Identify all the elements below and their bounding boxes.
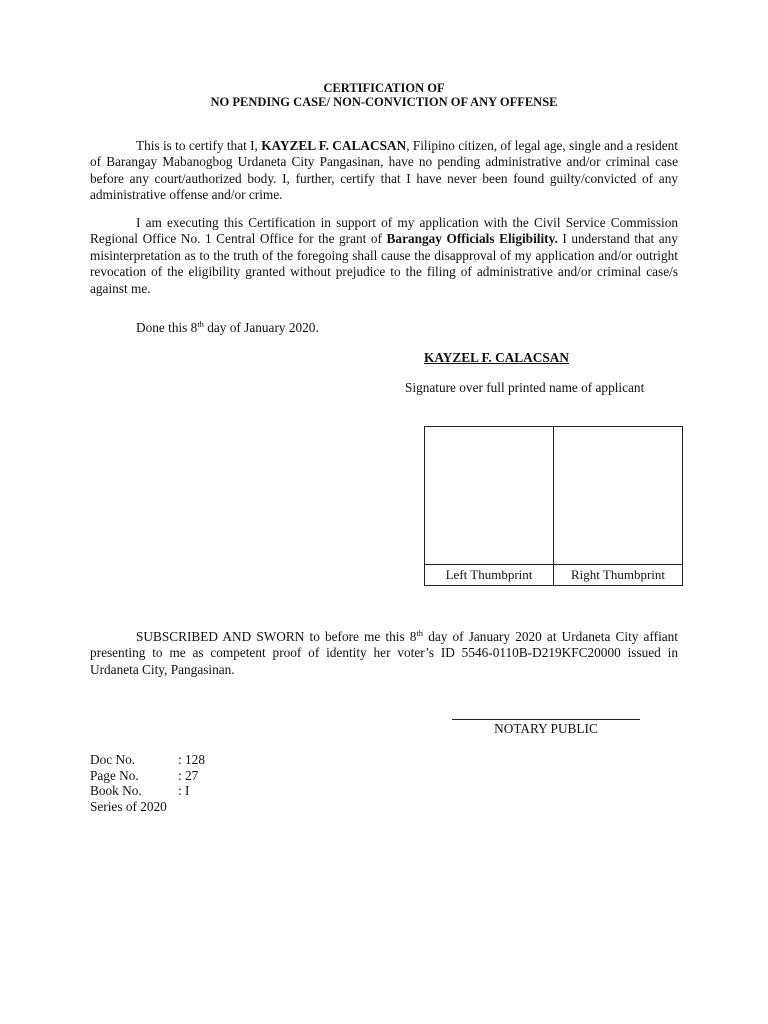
- paragraph1-pre: This is to certify that I,: [136, 138, 262, 153]
- thumbprint-table: [424, 426, 683, 586]
- purpose-paragraph: [90, 215, 678, 297]
- done-pre: Done this 8: [136, 320, 198, 335]
- jurat-paragraph: [90, 629, 678, 678]
- book-no-value: : I: [178, 783, 190, 798]
- right-thumbprint-label: Right Thumbprint: [554, 564, 682, 585]
- right-thumbprint-box: [554, 427, 682, 585]
- series-line: Series of 2020: [90, 798, 167, 814]
- book-no-row: [90, 783, 205, 799]
- page-no-label: Page No.: [90, 767, 139, 783]
- paragraph1-post: , Filipino citizen, of legal age, single and a resident of Barangay Mabanogbog Urdaneta City Pangasinan, have no pending administrative and/or criminal case before any court/authorized body. I, further, certify that I have never been found guilty/convicted of any administrative offense and/or crime.: [90, 138, 678, 203]
- notarial-register: [90, 752, 205, 814]
- signature-caption: Signature over full printed name of applicant: [405, 380, 645, 395]
- eligibility-name: Barangay Officials Eligibility.: [386, 231, 558, 247]
- jurat-sup: th: [416, 628, 424, 638]
- done-sup: th: [197, 319, 204, 329]
- document-title-line2: NO PENDING CASE/ NON-CONVICTION OF ANY OFFENSE: [210, 95, 558, 109]
- applicant-signature-name: KAYZEL F. CALACSAN: [424, 350, 569, 365]
- page-no-value: : 27: [178, 767, 199, 783]
- paragraph2-pre: I am executing this Certification in support of my application with the Civil Service Commission Regional Office No. 1 Central Office for the grant of: [90, 215, 678, 247]
- certification-paragraph: [90, 138, 678, 204]
- notary-public-label: NOTARY PUBLIC: [494, 721, 598, 736]
- notary-signature-line: [452, 719, 640, 720]
- document-title-line1: CERTIFICATION OF: [323, 81, 445, 95]
- done-post: day of January 2020.: [203, 320, 319, 335]
- doc-no-row: [90, 752, 205, 768]
- page-no-row: [90, 768, 205, 784]
- doc-no-value: : 128: [178, 752, 205, 767]
- left-thumbprint-box: [425, 427, 554, 585]
- jurat-post: day of January 2020 at Urdaneta City affiant presenting to me as competent proof of identity her voter’s ID 5546-0110B-D219KFC20000 issued in Urdaneta City, Pangasinan.: [90, 629, 679, 677]
- book-no-label: Book No.: [90, 783, 142, 798]
- paragraph2-post: I understand that any misinterpretation as to the truth of the foregoing shall cause the disapproval of my application and/or outright revocation of the eligibility granted without prejudice to the filing of administrative and/or criminal case/s against me.: [90, 231, 678, 296]
- done-date-line: [136, 320, 319, 336]
- applicant-name-inline: KAYZEL F. CALACSAN: [261, 138, 407, 153]
- doc-no-label: Doc No.: [90, 752, 136, 767]
- left-thumbprint-label: Left Thumbprint: [425, 564, 553, 585]
- jurat-pre: SUBSCRIBED AND SWORN to before me this 8: [136, 629, 417, 644]
